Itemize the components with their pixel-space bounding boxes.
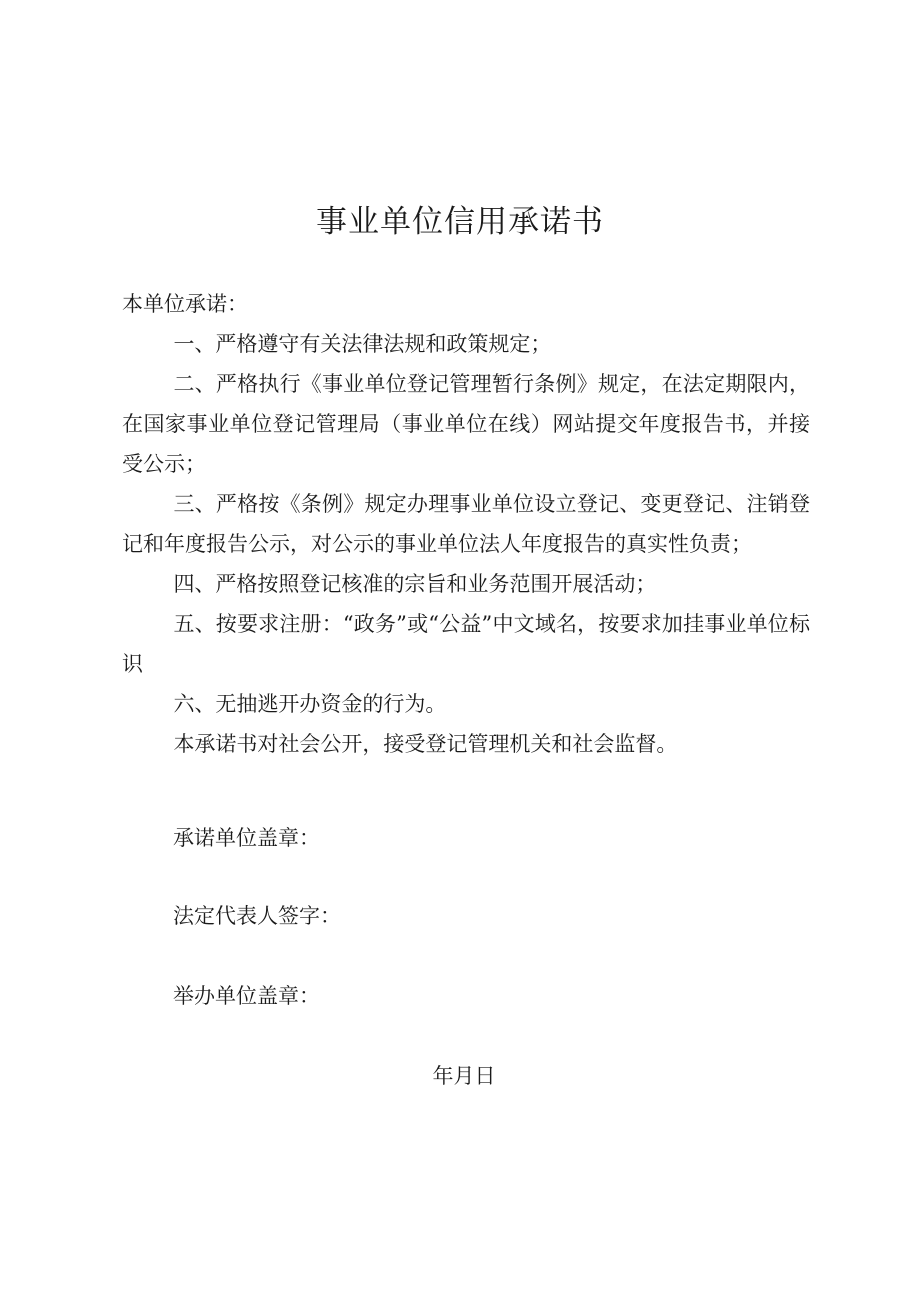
document-title: 事业单位信用承诺书 (316, 204, 604, 240)
commitment-item-1: 一、严格遵守有关法律法规和政策规定； (173, 332, 552, 356)
legal-representative-signature-label: 法定代表人签字： (173, 904, 341, 928)
intro-line: 本单位承诺： (122, 292, 248, 316)
commitment-item-6: 六、无抽逃开办资金的行为。 (173, 692, 447, 716)
date-line: 年月日 (432, 1064, 496, 1088)
commitment-item-5: 五、按要求注册：“政务”或“公益”中文域名，按要求加挂事业单位标识 (122, 612, 810, 676)
commitment-item-2: 二、严格执行《事业单位登记管理暂行条例》规定，在法定期限内，在国家事业单位登记管理局（事业单位在线）网站提交年度报告书，并接受公示； (122, 372, 810, 476)
unit-seal-label: 承诺单位盖章： (173, 826, 320, 850)
closing-statement: 本承诺书对社会公开，接受登记管理机关和社会监督。 (173, 732, 678, 756)
commitment-item-3: 三、严格按《条例》规定办理事业单位设立登记、变更登记、注销登记和年度报告公示，对公示的事业单位法人年度报告的真实性负责； (122, 492, 810, 556)
sponsor-unit-seal-label: 举办单位盖章： (173, 984, 320, 1008)
document-body (122, 284, 810, 764)
commitment-item-4: 四、严格按照登记核准的宗旨和业务范围开展活动； (173, 572, 657, 596)
